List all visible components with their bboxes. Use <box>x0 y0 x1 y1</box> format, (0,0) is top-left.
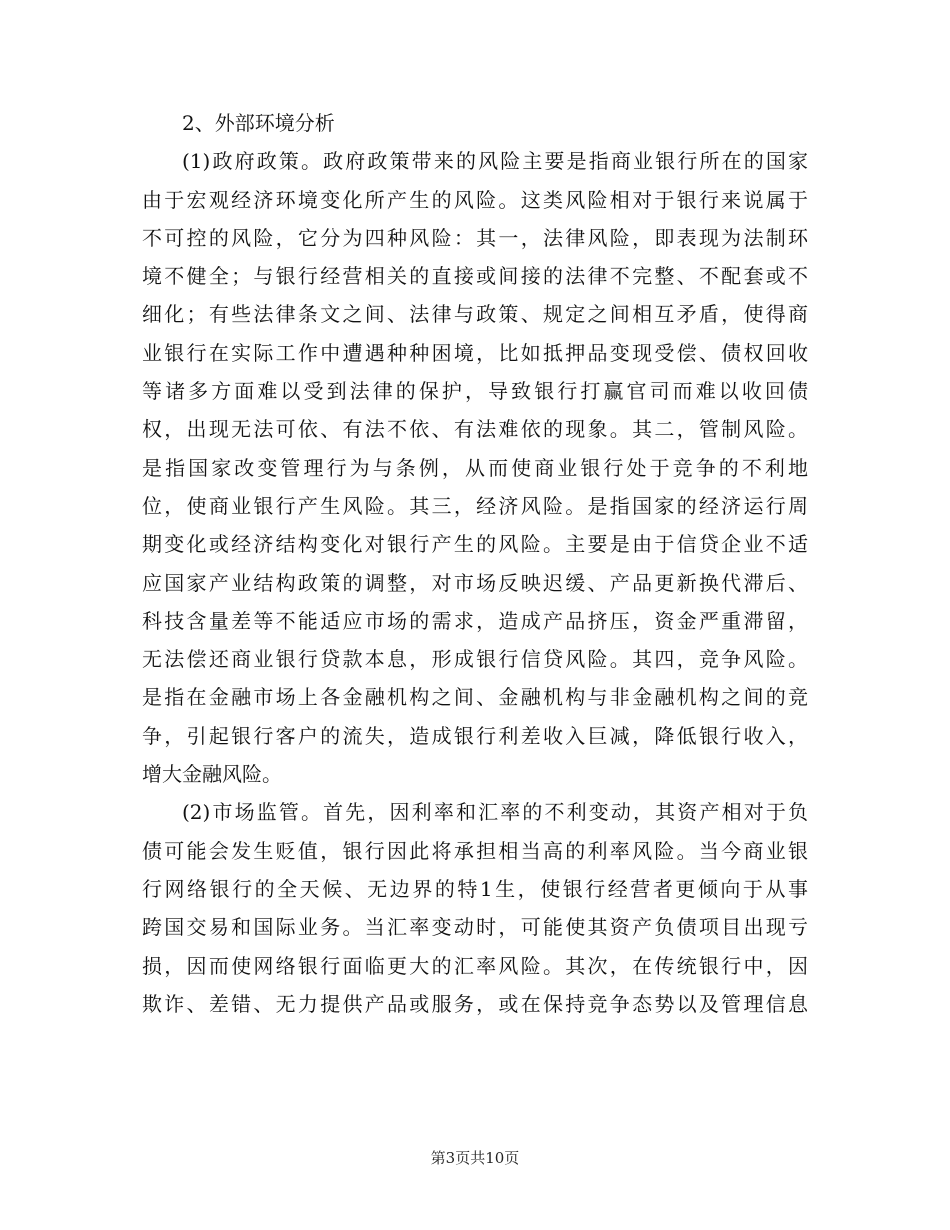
paragraph-line: 细化；有些法律条文之间、法律与政策、规定之间相互矛盾，使得商 <box>142 302 808 327</box>
paragraph-line: 跨国交易和国际业务。当汇率变动时，可能使其资产负债项目出现亏 <box>142 915 808 940</box>
paragraph-line: 由于宏观经济环境变化所产生的风险。这类风险相对于银行来说属于 <box>142 187 808 212</box>
paragraph-line: 是指在金融市场上各金融机构之间、金融机构与非金融机构之间的竞 <box>142 685 808 710</box>
paragraph-line: 增大金融风险。 <box>142 762 282 787</box>
paragraph-market-supervision <box>142 793 808 1023</box>
page-number: 第3页共10页 <box>430 1149 520 1167</box>
paragraph-line: 境不健全；与银行经营相关的直接或间接的法律不完整、不配套或不 <box>142 264 808 289</box>
paragraph-line: 损，因而使网络银行面临更大的汇率风险。其次，在传统银行中，因 <box>142 953 808 978</box>
paragraph-line: 科技含量差等不能适应市场的需求，造成产品挤压，资金严重滞留， <box>142 608 808 633</box>
paragraph-line: 欺诈、差错、无力提供产品或服务，或在保持竞争态势以及管理信息 <box>142 991 808 1016</box>
paragraph-line: 位，使商业银行产生风险。其三，经济风险。是指国家的经济运行周 <box>142 493 808 518</box>
paragraph-line: 债可能会发生贬值，银行因此将承担相当高的利率风险。当今商业银 <box>142 838 808 863</box>
paragraph-line: 应国家产业结构政策的调整，对市场反映迟缓、产品更新换代滞后、 <box>142 570 808 595</box>
paragraph-line: 权，出现无法可依、有法不依、有法难依的现象。其二，管制风险。 <box>142 417 808 442</box>
paragraph-line: 等诸多方面难以受到法律的保护，导致银行打赢官司而难以收回债 <box>142 379 808 404</box>
paragraph-government-policy <box>142 142 808 793</box>
document-body <box>142 104 808 1023</box>
paragraph-line: 无法偿还商业银行贷款本息，形成银行信贷风险。其四，竞争风险。 <box>142 647 808 672</box>
paragraph-line: 行网络银行的全天候、无边界的特1生，使银行经营者更倾向于从事 <box>142 876 808 901</box>
section-heading: 2、外部环境分析 <box>182 111 335 135</box>
paragraph-line: (1)政府政策。政府政策带来的风险主要是指商业银行所在的国家 <box>182 149 808 174</box>
paragraph-line: (2)市场监管。首先，因利率和汇率的不利变动，其资产相对于负 <box>182 800 808 825</box>
paragraph-line: 是指国家改变管理行为与条例，从而使商业银行处于竞争的不利地 <box>142 455 808 480</box>
paragraph-line: 业银行在实际工作中遭遇种种困境，比如抵押品变现受偿、债权回收 <box>142 340 808 365</box>
paragraph-line: 期变化或经济结构变化对银行产生的风险。主要是由于信贷企业不适 <box>142 532 808 557</box>
paragraph-line: 不可控的风险，它分为四种风险：其一，法律风险，即表现为法制环 <box>142 225 808 250</box>
paragraph-line: 争，引起银行客户的流失，造成银行利差收入巨减，降低银行收入， <box>142 723 808 748</box>
